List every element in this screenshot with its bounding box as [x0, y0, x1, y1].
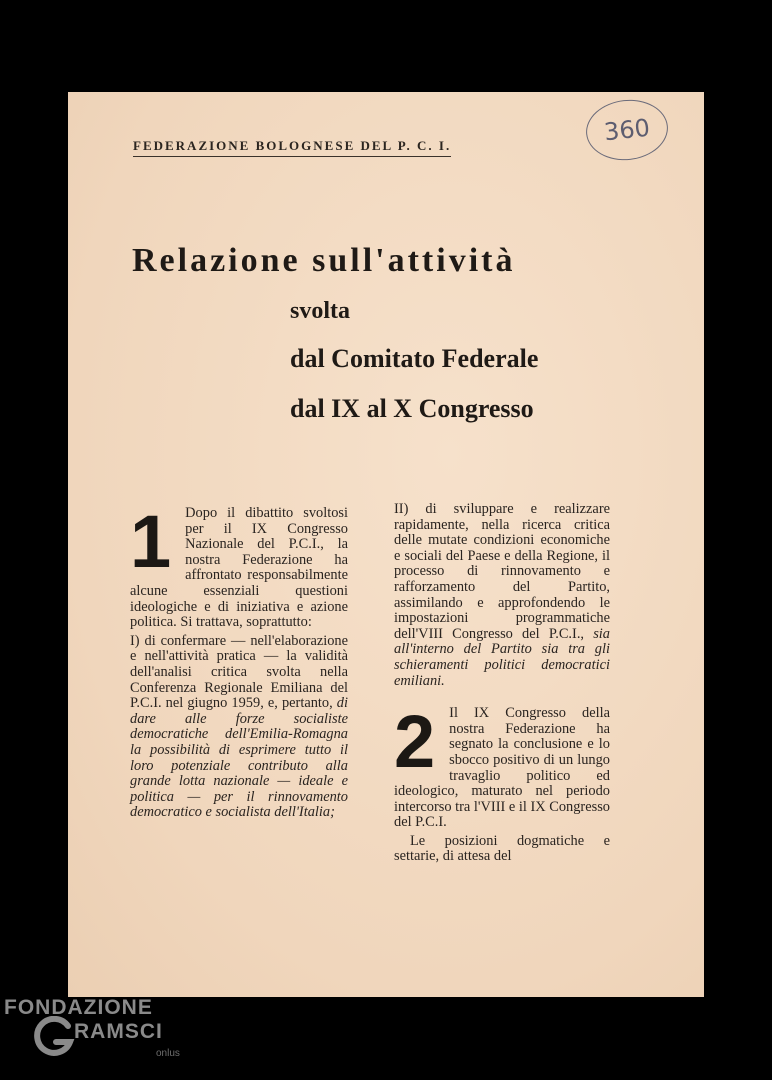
intro-paragraph: Dopo il dibattito svoltosi per il IX Congresso Nazionale del P.C.I., la nostra Federazione ha affrontato responsabilmente alcune essenziali questioni ideologiche e di iniziativa e azione politica. Si trattava, soprattutto:	[130, 505, 348, 631]
left-column	[130, 500, 348, 824]
section-number-2: 2	[394, 700, 436, 784]
title-line-2: svolta	[290, 298, 350, 324]
right-column	[394, 502, 610, 868]
title-line-3: dal Comitato Federale	[290, 344, 539, 373]
section-number-1: 1	[130, 500, 172, 583]
logo-line-1: FONDAZIONE	[4, 996, 153, 1019]
point-two-text: II) di sviluppare e realizzare rapidamente, nella ricerca critica delle mutate condizioni economiche e sociali del Paese e della Regione, il processo di rinnovamento e rafforzamento del Partito, assimilando e approfondendo le impostazioni programmatiche dell'VIII Congresso del P.C.I.,	[394, 501, 610, 642]
point-one-paragraph	[130, 634, 348, 821]
fondazione-gramsci-logo	[4, 996, 204, 1076]
logo-onlus: onlus	[156, 1048, 180, 1059]
gramsci-g-icon	[32, 1016, 76, 1060]
logo-line-2: RAMSCI	[74, 1020, 163, 1043]
title-line-4: dal IX al X Congresso	[290, 394, 534, 423]
archive-number-stamp: 360	[583, 96, 671, 164]
point-one-text: I) di confermare — nell'elaborazione e nell'attività pratica — la validità dell'analisi critica svolta nella Conferenza Regionale Emiliana del P.C.I. nel giugno 1959, e, pertanto,	[130, 632, 348, 712]
section-two-continuation: Le posizioni dogmatiche e settarie, di attesa del	[394, 832, 610, 865]
title-line-1: Relazione sull'attività	[132, 242, 516, 279]
point-two-italic: sia all'interno del Partito sia tra gli schieramenti politici democratici emiliani.	[394, 625, 610, 689]
point-one-italic: di dare alle forze socialiste democratiche dell'Emilia-Romagna la possibilità di esprimere tutto il loro potenziale contributo alla grande lotta nazionale — ideale e politica — per il rinnovamento democratico e socialista dell'Italia;	[130, 695, 348, 821]
document-page	[68, 92, 704, 997]
point-two-paragraph	[394, 502, 610, 689]
document-title	[132, 242, 612, 423]
section-two-paragraph: Il IX Congresso della nostra Federazione ha segnato la conclusione e lo sbocco positivo di un lungo travaglio politico ed ideologico, maturato nel periodo intercorso tra l'VIII e il IX Congresso del P.C.I.	[394, 705, 610, 831]
federation-header: FEDERAZIONE BOLOGNESE DEL P. C. I.	[133, 138, 451, 157]
